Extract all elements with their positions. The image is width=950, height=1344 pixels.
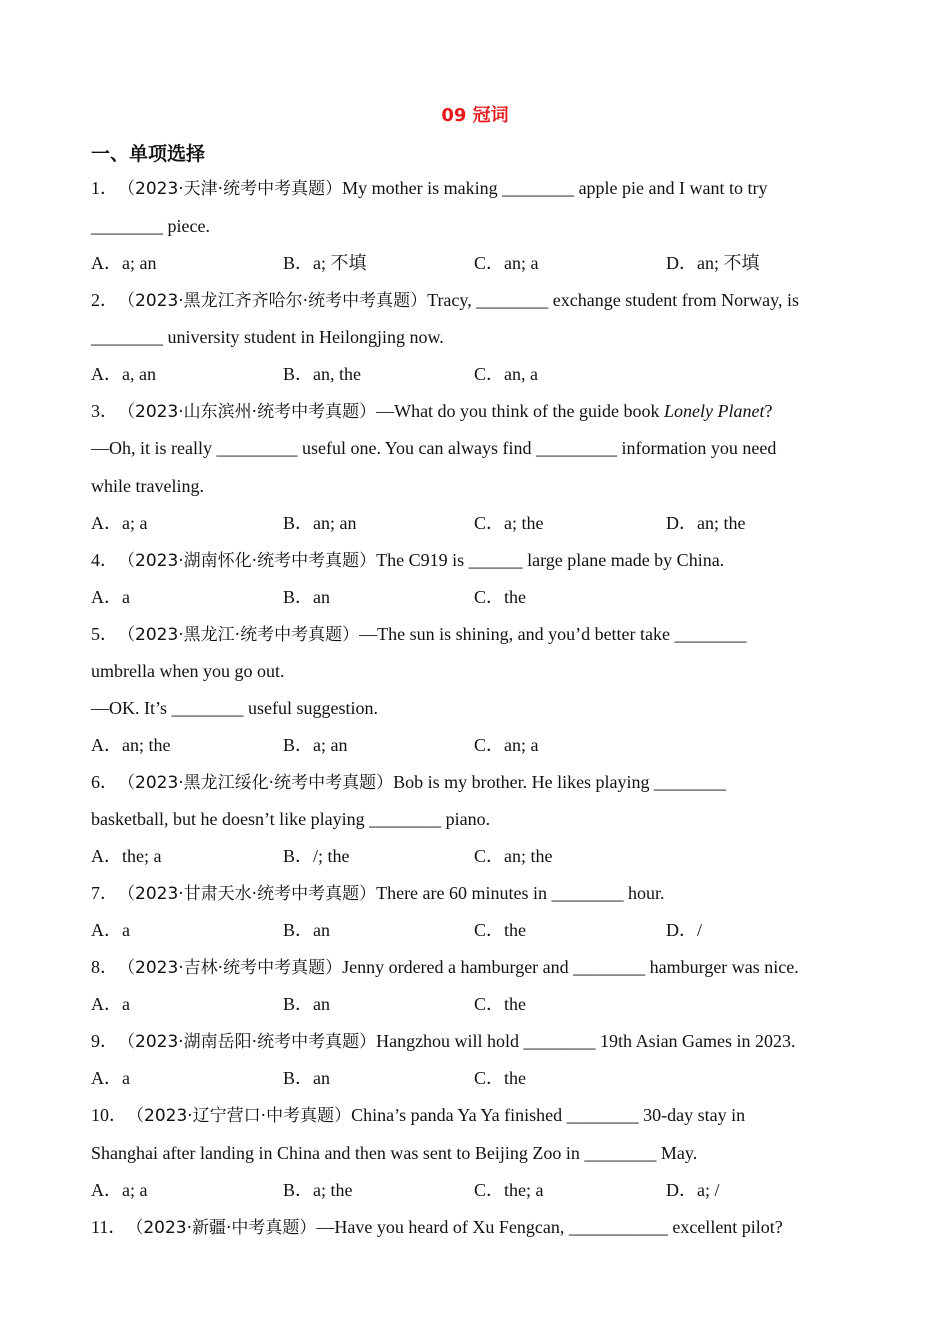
option-b[interactable]: B．a; the	[283, 1180, 353, 1200]
option-a[interactable]: A．a; a	[91, 513, 148, 533]
question-number: 8．	[91, 957, 118, 977]
question-text: —Have you heard of Xu Fengcan, ___________ excellent pilot?	[316, 1217, 783, 1237]
question-text: Jenny ordered a hamburger and ________ hamburger was nice.	[342, 957, 799, 977]
question-number: 1．	[91, 178, 118, 198]
option-a[interactable]: A．an; the	[91, 735, 171, 755]
option-c[interactable]: C．the	[474, 1068, 526, 1088]
option-d[interactable]: D．an; the	[666, 513, 746, 533]
option-a[interactable]: A．a	[91, 920, 130, 940]
question-2	[91, 288, 799, 313]
question-number: 9．	[91, 1031, 118, 1051]
question-text-line: while traveling.	[91, 476, 204, 496]
option-b[interactable]: B．/; the	[283, 846, 350, 866]
question-text-line: umbrella when you go out.	[91, 661, 285, 681]
option-b[interactable]: B．an	[283, 920, 330, 940]
question-number: 10．	[91, 1105, 127, 1125]
question-text: There are 60 minutes in ________ hour.	[376, 883, 665, 903]
question-text-line: ________ piece.	[91, 216, 210, 236]
option-a[interactable]: A．a; an	[91, 253, 157, 273]
option-b[interactable]: B．an	[283, 1068, 330, 1088]
option-c[interactable]: C．an; a	[474, 735, 539, 755]
question-text-line: Shanghai after landing in China and then was sent to Beijing Zoo in ________ May.	[91, 1143, 698, 1163]
option-c[interactable]: C．an; the	[474, 846, 553, 866]
question-text-line: basketball, but he doesn’t like playing ________ piano.	[91, 809, 491, 829]
question-source: （2023·新疆·中考真题）	[126, 1218, 317, 1238]
question-text: The C919 is ______ large plane made by China.	[376, 550, 725, 570]
option-d[interactable]: D．/	[666, 920, 702, 940]
question-number: 5．	[91, 624, 118, 644]
option-c[interactable]: C．an; a	[474, 253, 539, 273]
option-a[interactable]: A．a	[91, 1068, 130, 1088]
question-8	[91, 955, 799, 980]
question-6	[91, 770, 726, 795]
option-b[interactable]: B．a; an	[283, 735, 348, 755]
option-a[interactable]: A．a	[91, 587, 130, 607]
question-source: （2023·山东滨州·统考中考真题）	[118, 402, 377, 422]
question-text-line: —Oh, it is really _________ useful one. You can always find _________ information you need	[91, 438, 777, 458]
option-b[interactable]: B．an; an	[283, 513, 357, 533]
section-heading: 一、单项选择	[91, 143, 206, 165]
question-7	[91, 881, 665, 906]
option-a[interactable]: A．a; a	[91, 1180, 148, 1200]
option-d[interactable]: D．a; /	[666, 1180, 720, 1200]
question-text: —The sun is shining, and you’d better take ________	[359, 624, 747, 644]
question-text: —What do you think of the guide book	[376, 401, 665, 421]
question-number: 4．	[91, 550, 118, 570]
option-c[interactable]: C．a; the	[474, 513, 544, 533]
option-c[interactable]: C．the	[474, 920, 526, 940]
question-11	[91, 1215, 783, 1240]
question-number: 7．	[91, 883, 118, 903]
option-b[interactable]: B．a; 不填	[283, 253, 367, 273]
question-text: Hangzhou will hold ________ 19th Asian Games in 2023.	[376, 1031, 796, 1051]
option-d[interactable]: D．an; 不填	[666, 253, 760, 273]
option-b[interactable]: B．an, the	[283, 364, 361, 384]
option-b[interactable]: B．an	[283, 994, 330, 1014]
question-text-line: —OK. It’s ________ useful suggestion.	[91, 698, 378, 718]
option-c[interactable]: C．the; a	[474, 1180, 544, 1200]
question-5	[91, 622, 747, 647]
option-b[interactable]: B．an	[283, 587, 330, 607]
question-text: China’s panda Ya Ya finished ________ 30-day stay in	[351, 1105, 746, 1125]
question-10	[91, 1103, 745, 1128]
option-a[interactable]: A．the; a	[91, 846, 162, 866]
question-text: Bob is my brother. He likes playing ________	[393, 772, 727, 792]
question-3	[91, 399, 773, 424]
page-title: 09 冠词	[441, 105, 509, 126]
question-1	[91, 176, 768, 201]
option-a[interactable]: A．a	[91, 994, 130, 1014]
question-9	[91, 1029, 796, 1054]
question-4	[91, 548, 724, 573]
question-number: 2．	[91, 290, 118, 310]
question-text-line: ________ university student in Heilongjing now.	[91, 327, 444, 347]
question-source: （2023·黑龙江绥化·统考中考真题）	[118, 773, 394, 793]
question-source: （2023·吉林·统考中考真题）	[118, 958, 343, 978]
question-text: ?	[764, 401, 773, 421]
option-c[interactable]: C．the	[474, 994, 526, 1014]
option-a[interactable]: A．a, an	[91, 364, 156, 384]
book-title: Lonely Planet	[664, 401, 765, 421]
question-number: 11．	[91, 1217, 127, 1237]
question-source: （2023·黑龙江·统考中考真题）	[118, 625, 360, 645]
question-source: （2023·辽宁营口·中考真题）	[127, 1106, 352, 1126]
question-source: （2023·黑龙江齐齐哈尔·统考中考真题）	[118, 291, 428, 311]
question-source: （2023·湖南怀化·统考中考真题）	[118, 551, 377, 571]
option-c[interactable]: C．an, a	[474, 364, 538, 384]
question-number: 6．	[91, 772, 118, 792]
option-c[interactable]: C．the	[474, 587, 526, 607]
question-source: （2023·湖南岳阳·统考中考真题）	[118, 1032, 377, 1052]
question-text: Tracy, ________ exchange student from Norway, is	[427, 290, 800, 310]
question-text: My mother is making ________ apple pie and I want to try	[342, 178, 768, 198]
question-number: 3．	[91, 401, 118, 421]
question-source: （2023·甘肃天水·统考中考真题）	[118, 884, 377, 904]
question-source: （2023·天津·统考中考真题）	[118, 179, 343, 199]
